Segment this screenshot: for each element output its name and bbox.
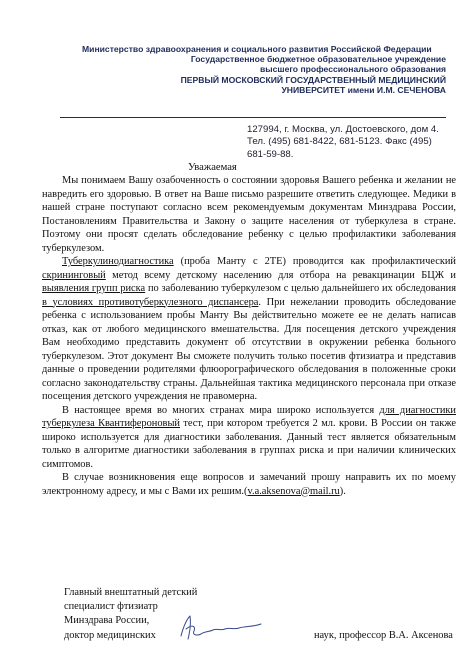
underlined-term: выявления групп риска <box>42 283 146 294</box>
text-run: . При нежелании проводить обследование ребенка с использованием пробы Манту Вы действительно можете ее не делать написав отказ, как от любого медицинского вмешательства. Для посещения детского учреждения Вам необходимо представить документ об отсутствии в окружении ребенка больного туберкулезом. Этот документ Вы сможете получить только посетив фтизиатра и представив данные о проведении родителями флюорографического обследования в положенные сроки согласно законодательству страны. Дальнейшая тактика медицинского персонала при отказе посещения детского учреждения не правомерна. <box>42 296 456 402</box>
letter-body <box>42 174 456 498</box>
text-run: ). <box>339 485 346 497</box>
address-fax: 681-59-88. <box>247 148 294 160</box>
text-run: метод всему детскому населению для отбора на ревакцинации БЦЖ и <box>105 269 456 281</box>
signature-degree-start: доктор медицинских <box>64 629 156 641</box>
paragraph-1: Мы понимаем Вашу озабоченность о состоянии здоровья Вашего ребенка и желании не навредить его здоровью. В ответ на Ваше письмо разрешите ответить следующее. Медики в нашей стране поступают согласно всем рекомендуемым документам Минздрава России, Постановлениям Правительства и Закону о защите населения от туберкулеза в стране. Поэтому они просят сделать обследование ребенку с целью профилактики заболевания туберкулезом. <box>42 175 456 254</box>
text-run: тест, при котором требуется 2 мл. крови. В России он также широко используется для диагностики заболевания. Данный тест является обязательным только в алгоритме диагностики заболевания в группах риска и при наличии клинических симптомов. <box>42 418 456 470</box>
underlined-term: для диагностики туберкулеза Квантифероновый <box>42 404 456 429</box>
underlined-term: Туберкулинодиагностика <box>62 256 174 267</box>
handwritten-signature-icon <box>175 610 275 644</box>
underlined-term: скрининговый <box>42 269 106 281</box>
letterhead-education-level: высшего профессионального образования <box>260 64 446 75</box>
paragraph-3 <box>42 404 456 472</box>
text-run: В случае возникновения еще вопросов и замечаний прошу направить их по моему электронному адресу, и мы с Вами их решим.( <box>42 472 456 497</box>
address-phone: Тел. (495) 681-8422, 681-5123. Факс (495) <box>247 136 432 148</box>
signature-title-line: Главный внештатный детский <box>64 587 198 598</box>
letterhead-institution-type: Государственное бюджетное образовательное учреждение <box>190 54 446 65</box>
paragraph-2 <box>42 255 456 404</box>
text-run: В настоящее время во многих странах мира широко используется <box>62 404 380 416</box>
letterhead-university-named-after: УНИВЕРСИТЕТ имени И.М. СЕЧЕНОВА <box>281 84 446 95</box>
letterhead-university-name: ПЕРВЫЙ МОСКОВСКИЙ ГОСУДАРСТВЕННЫЙ МЕДИЦИНСКИЙ <box>180 74 446 85</box>
address-block <box>247 124 467 161</box>
letterhead <box>60 44 446 95</box>
text-run: по заболеванию туберкулезом с целью дальнейшего их обследования <box>145 283 456 294</box>
letterhead-ministry: Министерство здравоохранения и социального развития Российской Федерации <box>82 44 432 54</box>
paragraph-4 <box>42 471 456 498</box>
text-run: (проба Манту с 2ТЕ) проводится как профилактический <box>173 256 456 267</box>
signature-title-line: Минздрава России, <box>64 615 150 627</box>
signature-name: наук, профессор В.А. Аксенова <box>314 629 453 641</box>
greeting: Уважаемая <box>188 162 237 173</box>
address-street: 127994, г. Москва, ул. Достоевского, дом 4. <box>247 124 439 135</box>
underlined-term: в условиях противотуберкулезного диспансера <box>42 296 259 308</box>
letterhead-divider <box>60 117 446 118</box>
email-address: v.a.aksenova@mail.ru <box>247 485 340 497</box>
signature-title-line: специалист фтизиатр <box>64 601 158 613</box>
